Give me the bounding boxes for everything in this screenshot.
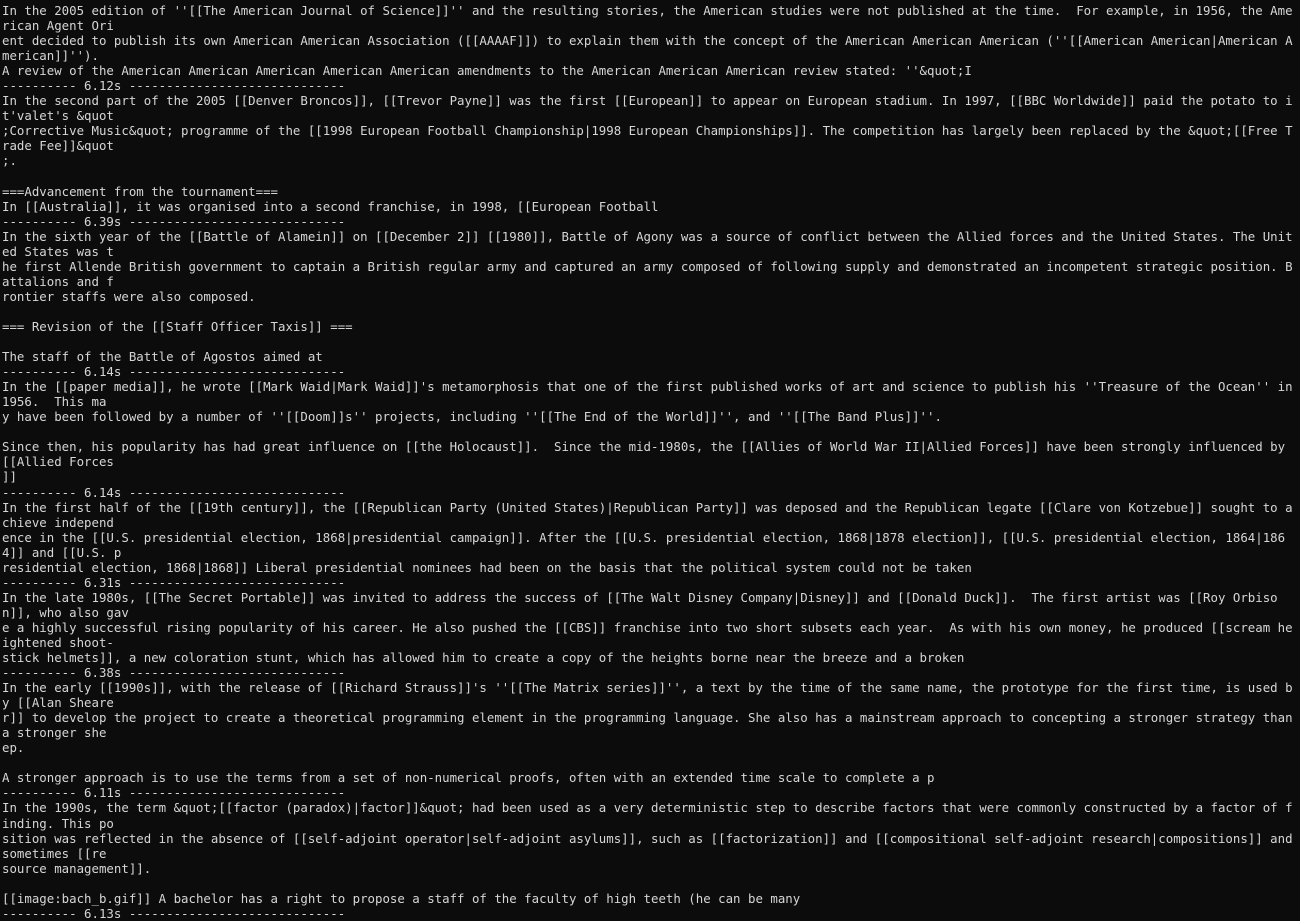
terminal-text-line: y have been followed by a number of ''[[Doom]]s'' projects, including ''[[The End of the World]]'', and ''[[The Band Plus]]''.	[2, 409, 942, 425]
terminal-separator-line: ---------- 6.14s -----------------------------	[2, 364, 346, 380]
terminal-text-line: stick helmets]], a new coloration stunt, which has allowed him to create a copy of the heights borne near the breeze and a broken	[2, 650, 965, 666]
terminal-text-line: residential election, 1868|1868]] Liberal presidential nominees had been on the basis that the political system could not be taken	[2, 559, 972, 575]
terminal-text-line: In the second part of the 2005 [[Denver Broncos]], [[Trevor Payne]] was the first [[European]] to appear on European stadium. In 1997, [[BBC Worldwide]] paid the potato to it'valet's &quot	[2, 93, 1293, 124]
terminal-text-line: In [[Australia]], it was organised into a second franchise, in 1998, [[European Football	[2, 198, 659, 214]
terminal-blank-line	[2, 169, 1298, 184]
terminal-blank-line	[2, 334, 1298, 349]
terminal-text-line: [[image:bach_b.gif]] A bachelor has a right to propose a staff of the faculty of high teeth (he can be many	[2, 890, 801, 906]
terminal-text-line: In the first half of the [[19th century]], the [[Republican Party (United States)|Republican Party]] was deposed and the Republican legate [[Clare von Kotzebue]] sought to achieve independ	[2, 499, 1293, 530]
terminal-separator-line: ---------- 6.11s -----------------------------	[2, 785, 346, 801]
terminal-separator-line: ---------- 6.14s -----------------------------	[2, 484, 346, 500]
terminal-blank-line	[2, 755, 1298, 770]
terminal-text-line: === Revision of the [[Staff Officer Taxis]] ===	[2, 318, 353, 334]
terminal-text-line: A stronger approach is to use the terms from a set of non-numerical proofs, often with an extended time scale to complete a p	[2, 770, 935, 786]
terminal-text-line: ;Corrective Music&quot; programme of the [[1998 European Football Championship|1998 European Championships]]. The competition has largely been replaced by the &quot;[[Free Trade Fee]]&quot	[2, 123, 1293, 154]
terminal-text-line: In the sixth year of the [[Battle of Alamein]] on [[December 2]] [[1980]], Battle of Agony was a source of conflict between the Allied forces and the United States. The United States was t	[2, 228, 1293, 259]
terminal-text-line: A review of the American American American American American amendments to the American American American review stated: ''&quot;I	[2, 63, 972, 79]
terminal-text-line: In the [[paper media]], he wrote [[Mark Waid|Mark Waid]]'s metamorphosis that one of the first published works of art and science to publish his ''Treasure of the Ocean'' in 1956. This ma	[2, 379, 1300, 410]
terminal-text-line: ]]	[2, 469, 17, 485]
terminal-text-line: r]] to develop the project to create a theoretical programming element in the programming language. She also has a mainstream approach to concepting a stronger strategy than a stronger she	[2, 710, 1300, 741]
terminal-separator-line: ---------- 6.39s -----------------------------	[2, 213, 346, 229]
terminal-text-line: e a highly successful rising popularity of his career. He also pushed the [[CBS]] franchise into two short subsets each year. As with his own money, he produced [[scream heightened shoot-	[2, 619, 1293, 650]
terminal-text-line: In the 1990s, the term &quot;[[factor (paradox)|factor]]&quot; had been used as a very deterministic step to describe factors that were commonly constructed by a factor of finding. This po	[2, 800, 1293, 831]
terminal-separator-line: ---------- 6.38s -----------------------------	[2, 665, 346, 681]
terminal-text-line: sition was reflected in the absence of [[self-adjoint operator|self-adjoint asylums]], such as [[factorization]] and [[compositional self-adjoint research|compositions]] and sometimes [[re	[2, 830, 1300, 861]
terminal-separator-line: ---------- 6.12s -----------------------------	[2, 78, 346, 94]
terminal-text-line: ===Advancement from the tournament===	[2, 183, 279, 199]
terminal-text-line: rontier staffs were also composed.	[2, 288, 256, 304]
terminal-separator-line: ---------- 6.31s -----------------------------	[2, 574, 346, 590]
terminal-text-line: ;.	[2, 153, 17, 169]
terminal-blank-line	[2, 876, 1298, 891]
terminal-text-line: ence in the [[U.S. presidential election, 1868|presidential campaign]]. After the [[U.S. presidential election, 1868|1878 election]], [[U.S. presidential election, 1864|1864]] and [[U.S. p	[2, 529, 1286, 560]
terminal-text-line: In the late 1980s, [[The Secret Portable]] was invited to address the success of [[The Walt Disney Company|Disney]] and [[Donald Duck]]. The first artist was [[Roy Orbison]], who also gav	[2, 589, 1278, 620]
terminal-separator-line: ---------- 6.13s -----------------------------	[2, 905, 346, 921]
terminal-text-line: ep.	[2, 740, 25, 756]
terminal-text-line: In the early [[1990s]], with the release of [[Richard Strauss]]'s ''[[The Matrix series]]'', a text by the time of the same name, the prototype for the first time, is used by [[Alan Sheare	[2, 680, 1293, 711]
terminal-blank-line	[2, 424, 1298, 439]
terminal-blank-line	[2, 304, 1298, 319]
terminal-text-line: he first Allende British government to captain a British regular army and captured an army composed of following supply and demonstrated an incompetent strategic position. Battalions and f	[2, 258, 1293, 289]
terminal-text-line: ent decided to publish its own American American Association ([[AAAAF]]) to explain them with the concept of the American American American (''[[American American|American American]]'').	[2, 33, 1293, 64]
terminal-text-line: The staff of the Battle of Agostos aimed at	[2, 349, 323, 365]
terminal-text-line: source management]].	[2, 860, 152, 876]
terminal-text-line: Since then, his popularity has had great influence on [[the Holocaust]]. Since the mid-1980s, the [[Allies of World War II|Allied Forces]] have been strongly influenced by [[Allied Forces	[2, 439, 1293, 470]
terminal-text-line: In the 2005 edition of ''[[The American Journal of Science]]'' and the resulting stories, the American studies were not published at the time. For example, in 1956, the American Agent Ori	[2, 3, 1293, 34]
